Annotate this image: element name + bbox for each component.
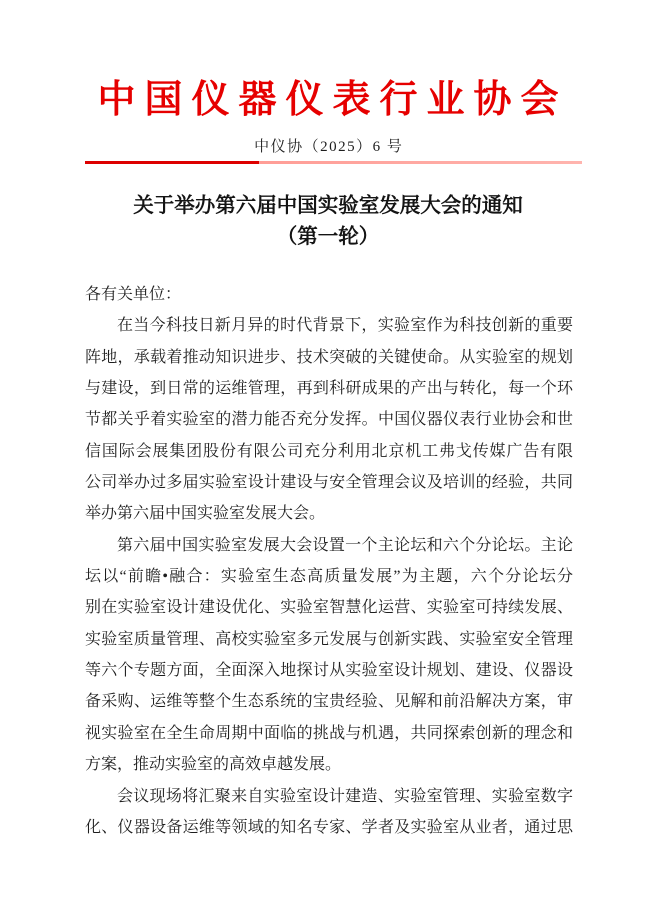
salutation: 各有关单位：	[85, 286, 182, 303]
notice-title-block	[0, 191, 656, 253]
body-line: 等六个专题方面，全面深入地探讨从实验室设计规划、建设、仪器设	[85, 662, 573, 680]
body-line: 阵地，承载着推动知识进步、技术突破的关键使命。从实验室的规划	[85, 348, 573, 366]
org-name-heading: 中国仪器仪表行业协会	[97, 79, 568, 121]
body-line: 化、仪器设备运维等领域的知名专家、学者及实验室从业者，通过思	[85, 818, 573, 836]
body-line: 视实验室在全生命周期中面临的挑战与机遇，共同探索创新的理念和	[85, 724, 573, 742]
body-line: 与建设，到日常的运维管理，再到科研成果的产出与转化，每一个环	[85, 380, 573, 398]
red-divider-rule	[85, 161, 582, 164]
notice-title: 关于举办第六届中国实验室发展大会的通知	[133, 195, 523, 217]
body-line: 在当今科技日新月异的时代背景下，实验室作为科技创新的重要	[117, 317, 573, 335]
document-number: 中仪协（2025）6 号	[254, 139, 404, 155]
body-line: 实验室质量管理、高校实验室多元发展与创新实践、实验室安全管理	[85, 630, 573, 648]
body-line: 举办第六届中国实验室发展大会。	[85, 505, 326, 523]
body-line: 备采购、运维等整个生态系统的宝贵经验、见解和前沿解决方案，审	[85, 693, 573, 711]
notice-subtitle: （第一轮）	[276, 226, 380, 248]
body-line: 会议现场将汇聚来自实验室设计建造、实验室管理、实验室数字	[117, 787, 573, 805]
body-line: 公司举办过多届实验室设计建设与安全管理会议及培训的经验，共同	[85, 474, 573, 492]
body-line: 方案，推动实验室的高效卓越发展。	[85, 756, 342, 774]
body-line: 坛以“前瞻•融合：实验室生态高质量发展”为主题，六个分论坛分	[85, 568, 573, 586]
notice-body	[85, 279, 573, 843]
body-line: 别在实验室设计建设优化、实验室智慧化运营、实验室可持续发展、	[85, 599, 573, 617]
body-line: 节都关乎着实验室的潜力能否充分发挥。中国仪器仪表行业协会和世	[85, 411, 573, 429]
body-line: 信国际会展集团股份有限公司充分利用北京机工弗戈传媒广告有限	[85, 442, 573, 460]
body-line: 第六届中国实验室发展大会设置一个主论坛和六个分论坛。主论	[117, 536, 573, 554]
